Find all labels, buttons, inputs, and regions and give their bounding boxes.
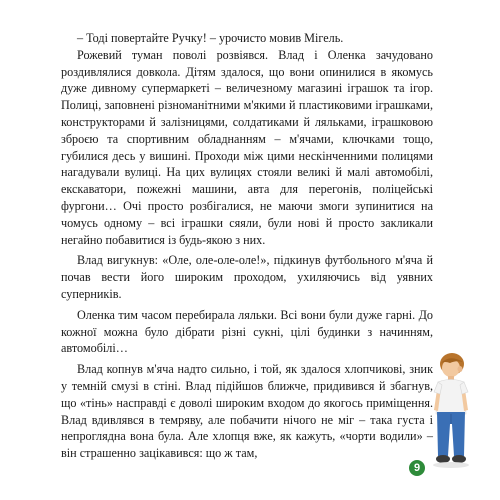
- boy-illustration: [428, 352, 474, 470]
- paragraph-1: – Тоді повертайте Ручку! – урочисто мовив Мігель.: [77, 31, 344, 45]
- paragraph-2: Рожевий туман поволі розвіявся. Влад і Оленка зачудовано роздивлялися довкола. Дітям здалося, що вони опинилися в якомусь дуже дивному супермаркеті – величезному магазині іграшок та ігор. Полиці, заповнені різноманітними м'якими й пластиковими іграшками, конструкторами й залізницями, солдатиками й ляльками, іграшковою зброєю та спортивним обладнанням – м'ячами, ключками тощо, губилися десь у вишині. Проходи між цими нескінченними полицями нагадували вулиці. На цих вулицях стояли великі й малі автомобілі, екскаватори, пожежні машини, авта для перегонів, поліцейські фургони… Очі просто розбігалися, не маючи змоги зупинитися на чомусь одному – всі іграшки сяяли, були нові й просто закликали негайно побавитися із будь-якою з них.: [61, 47, 433, 247]
- paragraph-5: Влад копнув м'яча надто сильно, і той, як здалося хлопчикові, зник у темній смузі в стіні. Влад підійшов ближче, придивився й збагнув, що «тінь» насправді є доволі широким входом до якогось приміщення. Влад вдивлявся в темряву, але побачити нічого не міг – така густа і непроглядна вона була. Але хлопця вже, як кажуть, «чорти водили» – він страшенно зацікавився: що ж там,: [61, 362, 433, 461]
- paragraph-4: Оленка тим часом перебирала ляльки. Всі вони були дуже гарні. До кожної можна було дібрати різні сукні, цілі будинки з начинням, автомобілі…: [61, 307, 433, 356]
- paragraph-3: Влад вигукнув: «Оле, оле-оле-оле!», підкинув футбольного м'яча й почав вести його широким проходом, ухиляючись від уявних суперників.: [61, 253, 433, 301]
- body-text: [61, 30, 433, 462]
- page-number-badge: 9: [409, 460, 425, 476]
